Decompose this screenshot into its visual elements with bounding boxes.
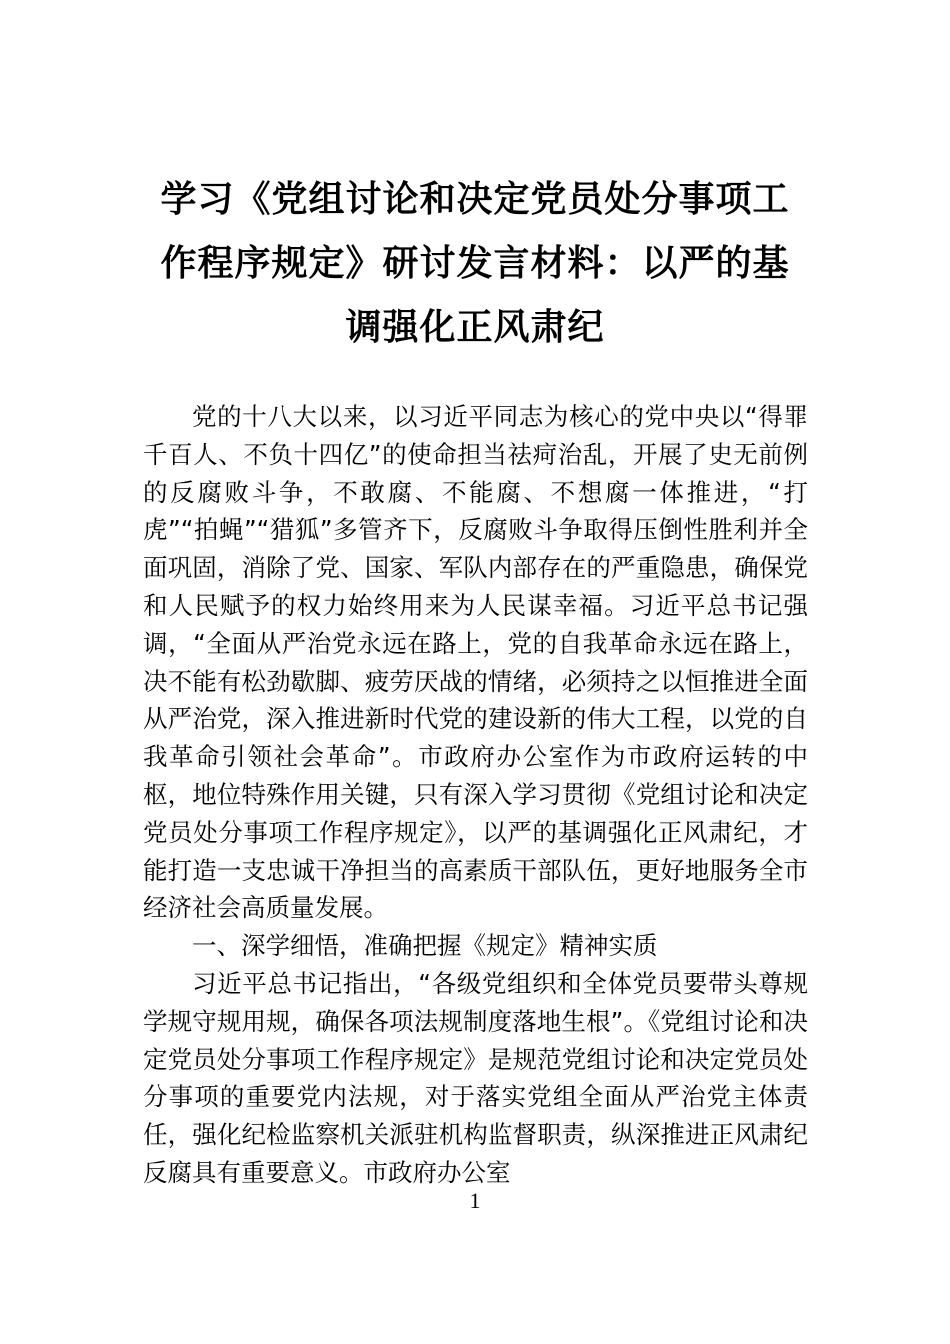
section-paragraph: 习近平总书记指出，“各级党组织和全体党员要带头尊规学规守规用规，确保各项法规制度落地生根”。《党组讨论和决定党员处分事项工作程序规定》是规范党组讨论和决定党员处分事项的重要党内法规，对于落实党组全面从严治党主体责任，强化纪检监察机关派驻机构监督职责，纵深推进正风肃纪反腐具有重要意义。市政府办公室 [143,968,808,1187]
document-title: 学习《党组讨论和决定党员处分事项工作程序规定》研讨发言材料：以严的基调强化正风肃纪 [160,179,790,348]
document-body [143,398,808,1192]
page-number: 1 [469,1188,481,1213]
intro-paragraph: 党的十八大以来，以习近平同志为核心的党中央以“得罪千百人、不负十四亿”的使命担当祛疴治乱，开展了史无前例的反腐败斗争，不敢腐、不能腐、不想腐一体推进，“打虎”“拍蝇”“猎狐”多管齐下，反腐败斗争取得压倒性胜利并全面巩固，消除了党、国家、军队内部存在的严重隐患，确保党和人民赋予的权力始终用来为人民谋幸福。习近平总书记强调，“全面从严治党永远在路上，党的自我革命永远在路上，决不能有松劲歇脚、疲劳厌战的情绪，必须持之以恒推进全面从严治党，深入推进新时代党的建设新的伟大工程，以党的自我革命引领社会革命”。市政府办公室作为市政府运转的中枢，地位特殊作用关键，只有深入学习贯彻《党组讨论和决定党员处分事项工作程序规定》，以严的基调强化正风肃纪，才能打造一支忠诚干净担当的高素质干部队伍，更好地服务全市经济社会高质量发展。 [143,402,808,923]
section-heading: 一、深学细悟，准确把握《规定》精神实质 [192,931,658,961]
